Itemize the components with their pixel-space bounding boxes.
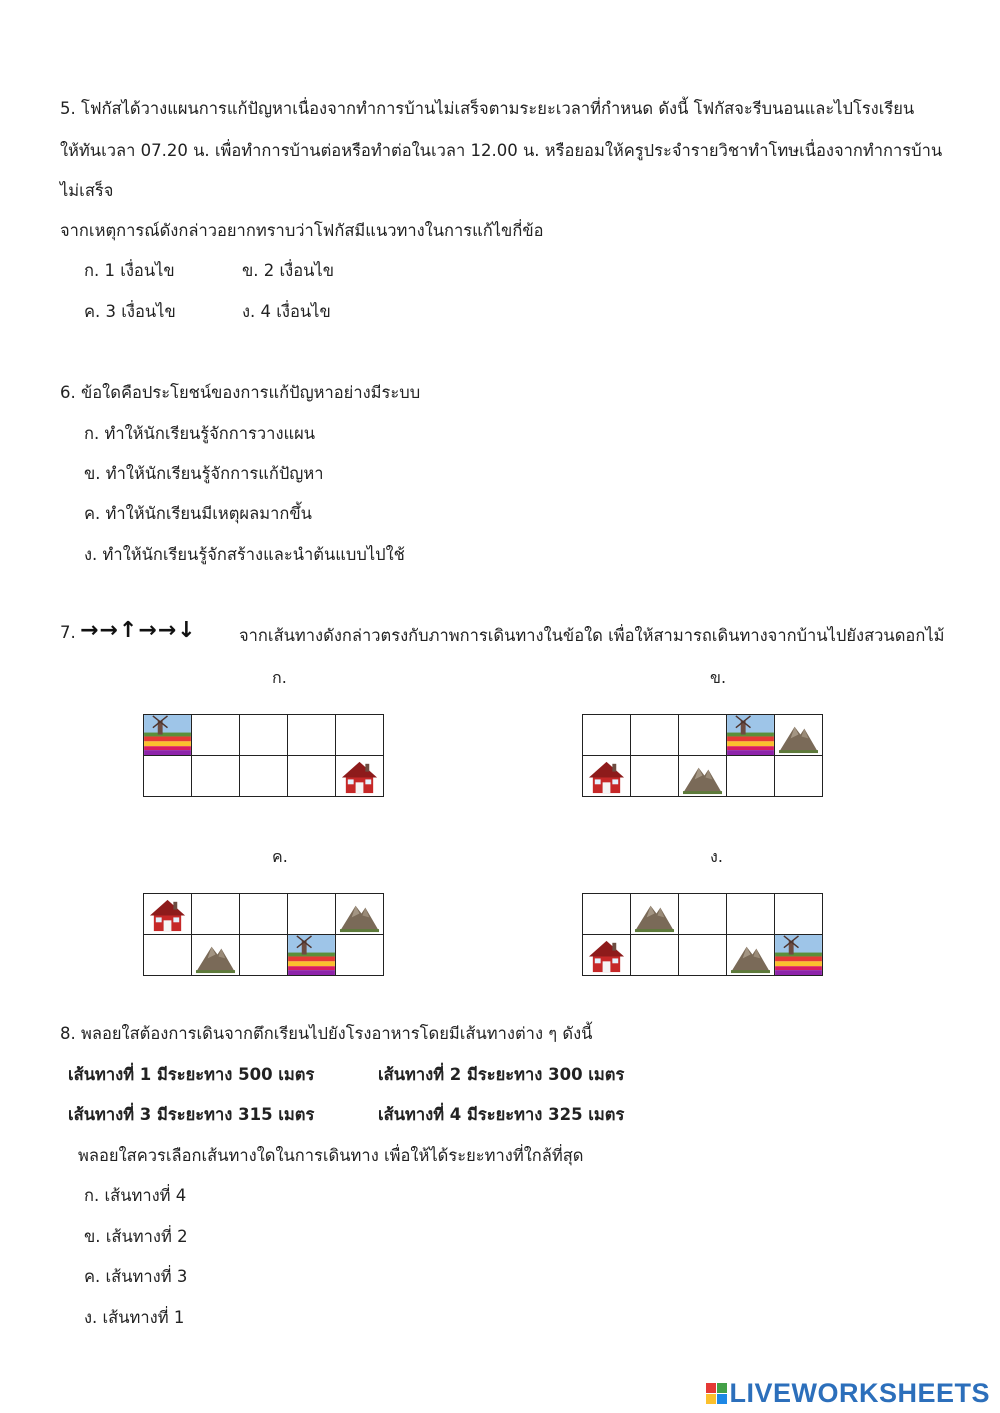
q8-route-4: เส้นทางที่ 4 มีระยะทาง 325 เมตร	[378, 1105, 625, 1124]
grid-cell	[631, 935, 679, 976]
grid-cell	[583, 894, 631, 935]
q6-option-d[interactable]: ง. ทำให้นักเรียนรู้จักสร้างและนำต้นแบบไปใช้	[84, 545, 405, 564]
grid-cell	[288, 894, 336, 935]
grid-cell	[631, 756, 679, 797]
q5-option-c[interactable]: ค. 3 เงื่อนไข	[84, 302, 176, 321]
q6-question: 6. ข้อใดคือประโยชน์ของการแก้ปัญหาอย่างมีระบบ	[60, 383, 421, 402]
logo-mark-icon	[706, 1383, 727, 1404]
q5-line-2: ให้ทันเวลา 07.20 น. เพื่อทำการบ้านต่อหรือทำต่อในเวลา 12.00 น. หรือยอมให้ครูประจำรายวิชาทำโทษเนื่องจากทำการบ้าน	[60, 141, 943, 160]
grid-cell	[336, 894, 384, 935]
grid-cell	[240, 894, 288, 935]
grid-cell	[679, 715, 727, 756]
q7-grid-a[interactable]	[143, 714, 384, 797]
grid-cell	[775, 715, 823, 756]
grid-cell	[192, 894, 240, 935]
q7-grid-a-label: ก.	[272, 668, 287, 687]
q7-grid-c[interactable]	[143, 893, 384, 976]
grid-cell	[727, 715, 775, 756]
q7-grid-b[interactable]	[582, 714, 823, 797]
q8-option-d[interactable]: ง. เส้นทางที่ 1	[84, 1308, 185, 1327]
grid-cell	[775, 756, 823, 797]
grid-cell	[631, 715, 679, 756]
grid-cell	[336, 756, 384, 797]
grid-cell	[679, 935, 727, 976]
q8-route-1: เส้นทางที่ 1 มีระยะทาง 500 เมตร	[68, 1065, 315, 1084]
grid-cell	[288, 715, 336, 756]
q8-option-b[interactable]: ข. เส้นทางที่ 2	[84, 1227, 188, 1246]
grid-cell	[240, 715, 288, 756]
liveworksheets-logo[interactable]	[706, 1378, 990, 1409]
q8-option-c[interactable]: ค. เส้นทางที่ 3	[84, 1267, 188, 1286]
grid-cell	[631, 894, 679, 935]
grid-cell	[583, 715, 631, 756]
q7-grid-b-label: ข.	[710, 668, 727, 687]
grid-cell	[679, 894, 727, 935]
q8-route-3: เส้นทางที่ 3 มีระยะทาง 315 เมตร	[68, 1105, 315, 1124]
grid-cell	[192, 715, 240, 756]
grid-cell	[336, 715, 384, 756]
q7-question: จากเส้นทางดังกล่าวตรงกับภาพการเดินทางในข้อใด เพื่อให้สามารถเดินทางจากบ้านไปยังสวนดอกไม้	[239, 626, 945, 645]
grid-cell	[192, 756, 240, 797]
q8-option-a[interactable]: ก. เส้นทางที่ 4	[84, 1186, 187, 1205]
grid-cell	[240, 756, 288, 797]
q6-option-b[interactable]: ข. ทำให้นักเรียนรู้จักการแก้ปัญหา	[84, 464, 324, 483]
q8-prompt: พลอยใสควรเลือกเส้นทางใดในการเดินทาง เพื่อให้ได้ระยะทางที่ใกล้ที่สุด	[78, 1146, 584, 1165]
q5-line-1: 5. โฟกัสได้วางแผนการแก้ปัญหาเนื่องจากทำการบ้านไม่เสร็จตามระยะเวลาที่กำหนด ดังนี้ โฟกัสจะรีบนอนและไปโรงเรียน	[60, 99, 915, 118]
grid-cell	[144, 756, 192, 797]
grid-cell	[727, 935, 775, 976]
q5-option-b[interactable]: ข. 2 เงื่อนไข	[242, 261, 334, 280]
grid-cell	[288, 935, 336, 976]
q5-option-d[interactable]: ง. 4 เงื่อนไข	[242, 302, 331, 321]
grid-cell	[583, 935, 631, 976]
grid-cell	[144, 715, 192, 756]
grid-cell	[679, 756, 727, 797]
q7-grid-c-label: ค.	[272, 847, 288, 866]
q7-grid-d[interactable]	[582, 893, 823, 976]
q7-arrow-sequence: →→↑→→↓	[80, 618, 197, 643]
grid-cell	[583, 756, 631, 797]
q6-option-a[interactable]: ก. ทำให้นักเรียนรู้จักการวางแผน	[84, 424, 316, 443]
grid-cell	[144, 894, 192, 935]
grid-cell	[288, 756, 336, 797]
q8-route-2: เส้นทางที่ 2 มีระยะทาง 300 เมตร	[378, 1065, 625, 1084]
q6-option-c[interactable]: ค. ทำให้นักเรียนมีเหตุผลมากขึ้น	[84, 504, 312, 523]
q5-question: จากเหตุการณ์ดังกล่าวอยากทราบว่าโฟกัสมีแนวทางในการแก้ไขกี่ข้อ	[60, 221, 544, 240]
grid-cell	[336, 935, 384, 976]
logo-text: LIVEWORKSHEETS	[729, 1378, 990, 1408]
q5-option-a[interactable]: ก. 1 เงื่อนไข	[84, 261, 175, 280]
grid-cell	[775, 894, 823, 935]
grid-cell	[240, 935, 288, 976]
grid-cell	[192, 935, 240, 976]
q7-grid-d-label: ง.	[710, 847, 723, 866]
q8-question: 8. พลอยใสต้องการเดินจากตึกเรียนไปยังโรงอาหารโดยมีเส้นทางต่าง ๆ ดังนี้	[60, 1024, 593, 1043]
q5-line-3: ไม่เสร็จ	[60, 181, 114, 200]
q7-number: 7.	[60, 623, 76, 642]
grid-cell	[144, 935, 192, 976]
grid-cell	[727, 894, 775, 935]
grid-cell	[727, 756, 775, 797]
grid-cell	[775, 935, 823, 976]
